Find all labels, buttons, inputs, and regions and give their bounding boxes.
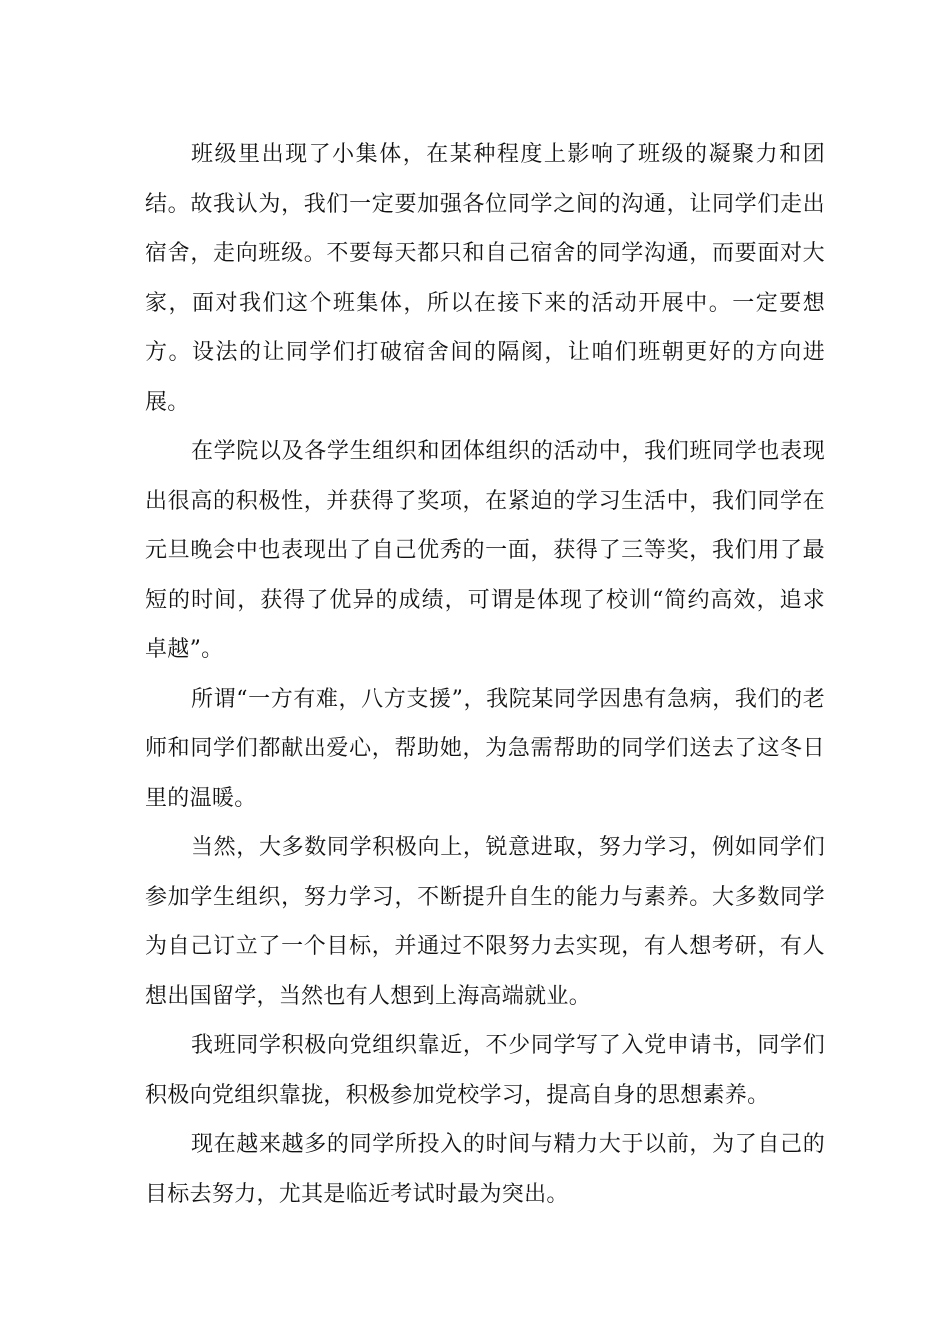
paragraph-1: 班级里出现了小集体，在某种程度上影响了班级的凝聚力和团结。故我认为，我们一定要加强各位同学之间的沟通，让同学们走出宿舍，走向班级。不要每天都只和自己宿舍的同学沟通，而要面对大家，面对我们这个班集体，所以在接下来的活动开展中。一定要想方。设法的让同学们打破宿舍间的隔阂，让咱们班朝更好的方向进展。 — [145, 142, 825, 415]
paragraph-6: 现在越来越多的同学所投入的时间与精力大于以前，为了自己的目标去努力，尤其是临近考试时最为突出。 — [145, 1132, 825, 1207]
paragraph-4: 当然，大多数同学积极向上，锐意进取，努力学习，例如同学们参加学生组织，努力学习，不断提升自生的能力与素养。大多数同学为自己订立了一个目标，并通过不限努力去实现，有人想考研，有人想出国留学，当然也有人想到上海高端就业。 — [145, 835, 825, 1009]
paragraph-3: 所谓“一方有难，八方支援”，我院某同学因患有急病，我们的老师和同学们都献出爱心，帮助她，为急需帮助的同学们送去了这冬日里的温暖。 — [145, 686, 825, 811]
paragraph-2: 在学院以及各学生组织和团体组织的活动中，我们班同学也表现出很高的积极性，并获得了奖项，在紧迫的学习生活中，我们同学在元旦晚会中也表现出了自己优秀的一面，获得了三等奖，我们用了最短的时间，获得了优异的成绩，可谓是体现了校训“简约高效，追求卓越”。 — [145, 439, 825, 662]
paragraph-5: 我班同学积极向党组织靠近，不少同学写了入党申请书，同学们积极向党组织靠拢，积极参加党校学习，提高自身的思想素养。 — [145, 1033, 825, 1108]
document-body — [145, 130, 825, 1219]
